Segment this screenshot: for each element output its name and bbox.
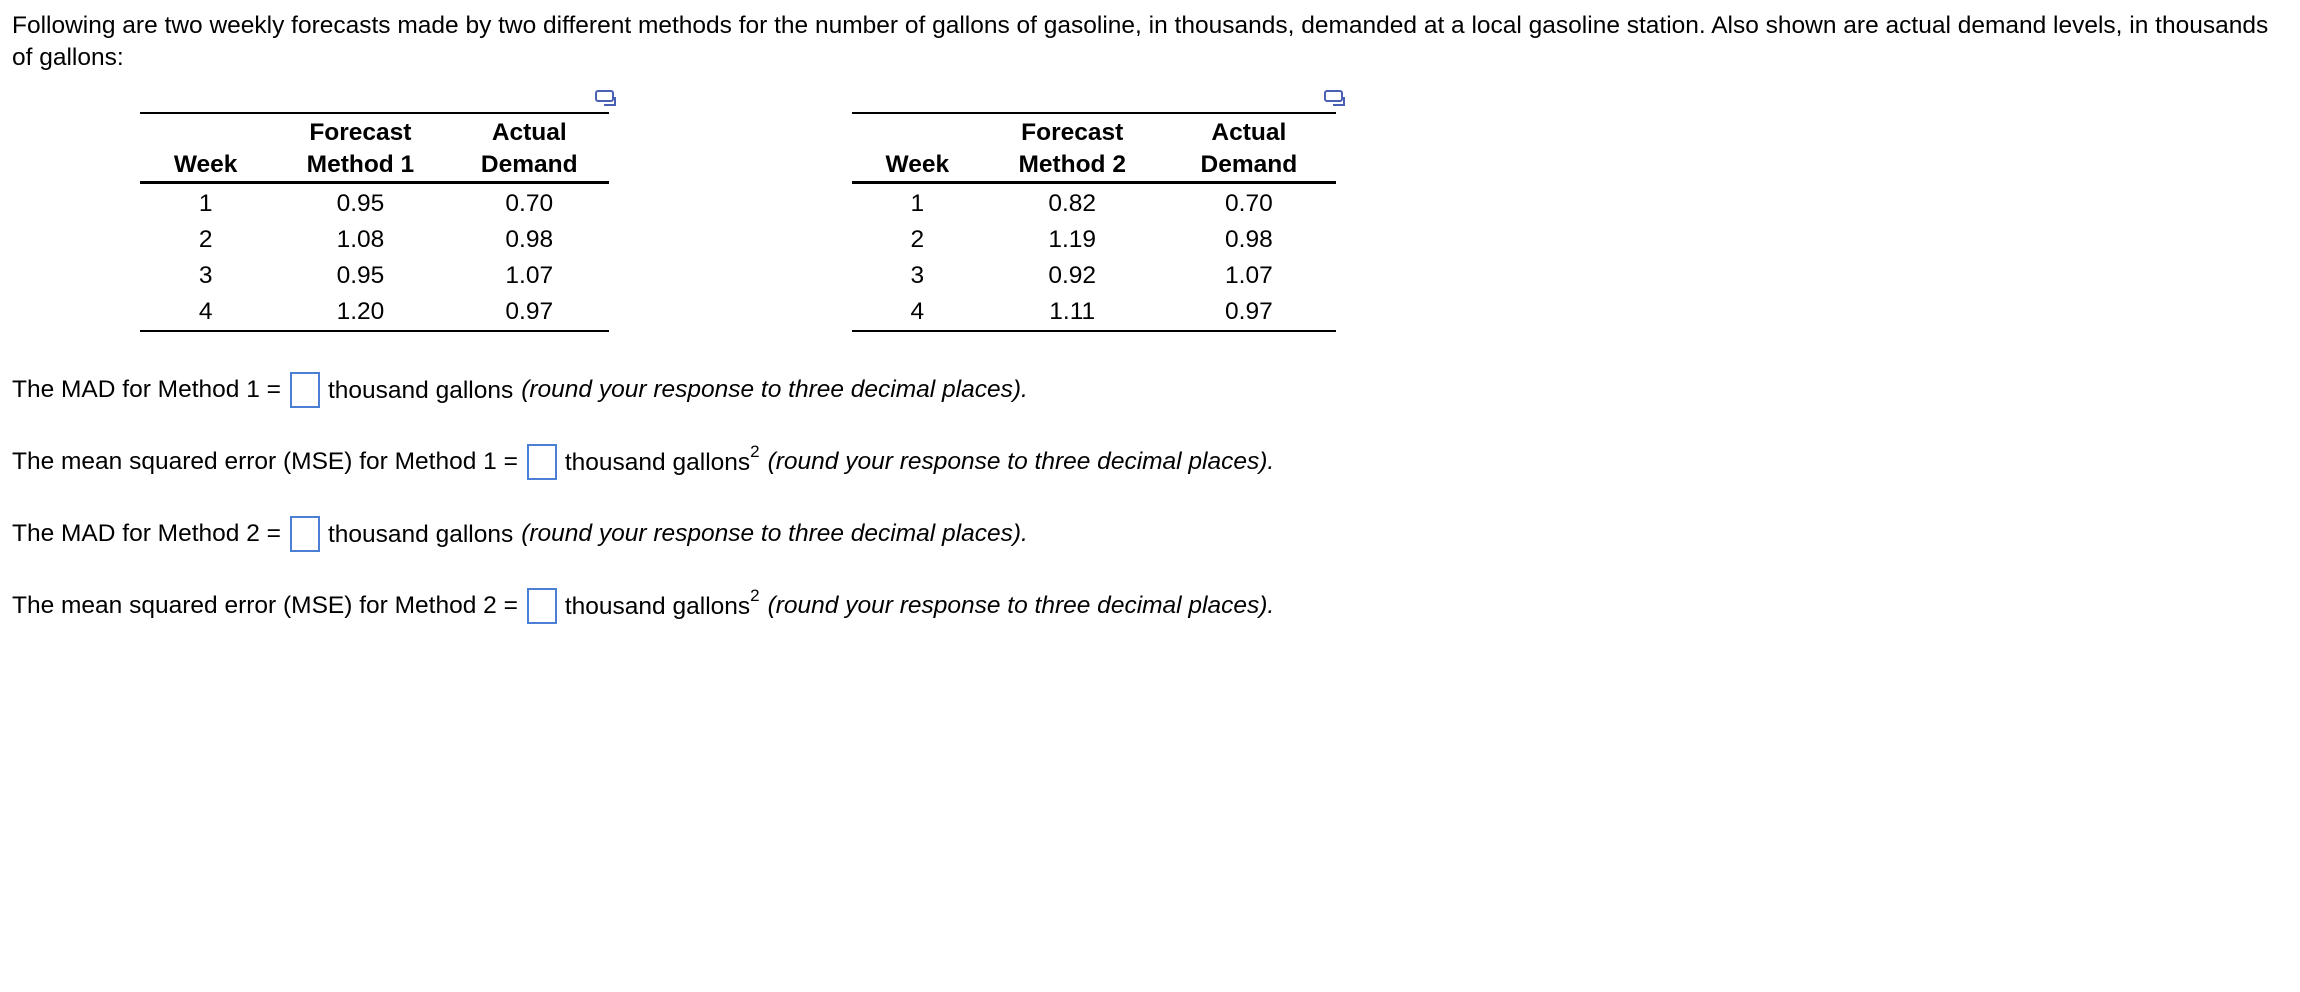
demand-cell: 1.07 xyxy=(1225,262,1273,289)
demand-cell: 0.70 xyxy=(505,190,554,217)
mad-method-2-input[interactable] xyxy=(290,516,320,552)
forecast-cell: 0.92 xyxy=(1048,262,1097,289)
question-label: The MAD for Method 1 = xyxy=(12,376,281,403)
forecast-cell: 1.11 xyxy=(1049,298,1096,325)
table-row xyxy=(852,258,1336,294)
table-row xyxy=(140,183,609,223)
unit-label: thousand gallons$^2$ xyxy=(564,586,760,621)
demand-cell: 0.70 xyxy=(1225,190,1273,217)
mse-method-2-input[interactable] xyxy=(527,588,557,624)
demand-cell: 0.97 xyxy=(505,298,554,325)
week-cell: 4 xyxy=(198,298,213,325)
week-cell: 2 xyxy=(198,226,213,253)
week-cell: 3 xyxy=(198,262,213,289)
column-header-actual-demand: Actual Demand xyxy=(1162,113,1336,183)
forecast-cell: 0.95 xyxy=(336,190,385,217)
table-row xyxy=(140,258,609,294)
question-label: The mean squared error (MSE) for Method 2 = xyxy=(12,592,518,619)
question-mse-method-2 xyxy=(12,588,1274,624)
forecast-cell: 1.08 xyxy=(336,226,385,253)
problem-statement: Following are two weekly forecasts made by two different methods for the number of gallons of gasoline, in thousands, demanded at a local gasoline station. Also shown are actual demand levels, in thousands of gallons: xyxy=(12,12,2269,71)
week-cell: 1 xyxy=(910,190,925,217)
rounding-hint: (round your response to three decimal places). xyxy=(521,376,1028,403)
rounding-hint: (round your response to three decimal places). xyxy=(767,448,1275,475)
table-row xyxy=(140,222,609,258)
question-label: The mean squared error (MSE) for Method 1 = xyxy=(12,448,518,475)
forecast-cell: 0.82 xyxy=(1048,190,1097,217)
forecast-cell: 1.20 xyxy=(336,298,385,325)
column-header-actual-demand: Actual Demand xyxy=(450,113,609,183)
week-cell: 3 xyxy=(910,262,925,289)
table-row xyxy=(852,222,1336,258)
forecast-table-method-1 xyxy=(140,112,609,332)
week-cell: 4 xyxy=(910,298,925,325)
table-row xyxy=(140,294,609,331)
demand-cell: 0.97 xyxy=(1225,298,1273,325)
demand-cell: 0.98 xyxy=(1225,226,1273,253)
demand-cell: 1.07 xyxy=(505,262,554,289)
demand-cell: 0.98 xyxy=(505,226,554,253)
table-row xyxy=(852,183,1336,223)
mad-method-1-input[interactable] xyxy=(290,372,320,408)
forecast-cell: 0.95 xyxy=(336,262,385,289)
column-header-week: Week xyxy=(140,113,271,183)
forecast-cell: 1.19 xyxy=(1048,226,1097,253)
copy-table-icon[interactable] xyxy=(1324,89,1348,109)
table-row xyxy=(852,294,1336,331)
column-header-forecast: Forecast Method 2 xyxy=(983,113,1162,183)
question-mad-method-2 xyxy=(12,516,1028,552)
mse-method-1-input[interactable] xyxy=(527,444,557,480)
question-mad-method-1 xyxy=(12,372,1028,408)
forecast-table-method-2 xyxy=(852,112,1336,332)
column-header-week: Week xyxy=(852,113,983,183)
week-cell: 1 xyxy=(198,190,213,217)
unit-label: thousand gallons xyxy=(327,377,514,405)
rounding-hint: (round your response to three decimal places). xyxy=(767,592,1275,619)
column-header-forecast: Forecast Method 1 xyxy=(271,113,449,183)
question-label: The MAD for Method 2 = xyxy=(12,520,281,547)
unit-label: thousand gallons xyxy=(327,521,514,549)
unit-label: thousand gallons$^2$ xyxy=(564,442,760,477)
question-mse-method-1 xyxy=(12,444,1274,480)
week-cell: 2 xyxy=(910,226,925,253)
copy-table-icon[interactable] xyxy=(595,89,619,109)
rounding-hint: (round your response to three decimal places). xyxy=(521,520,1028,547)
